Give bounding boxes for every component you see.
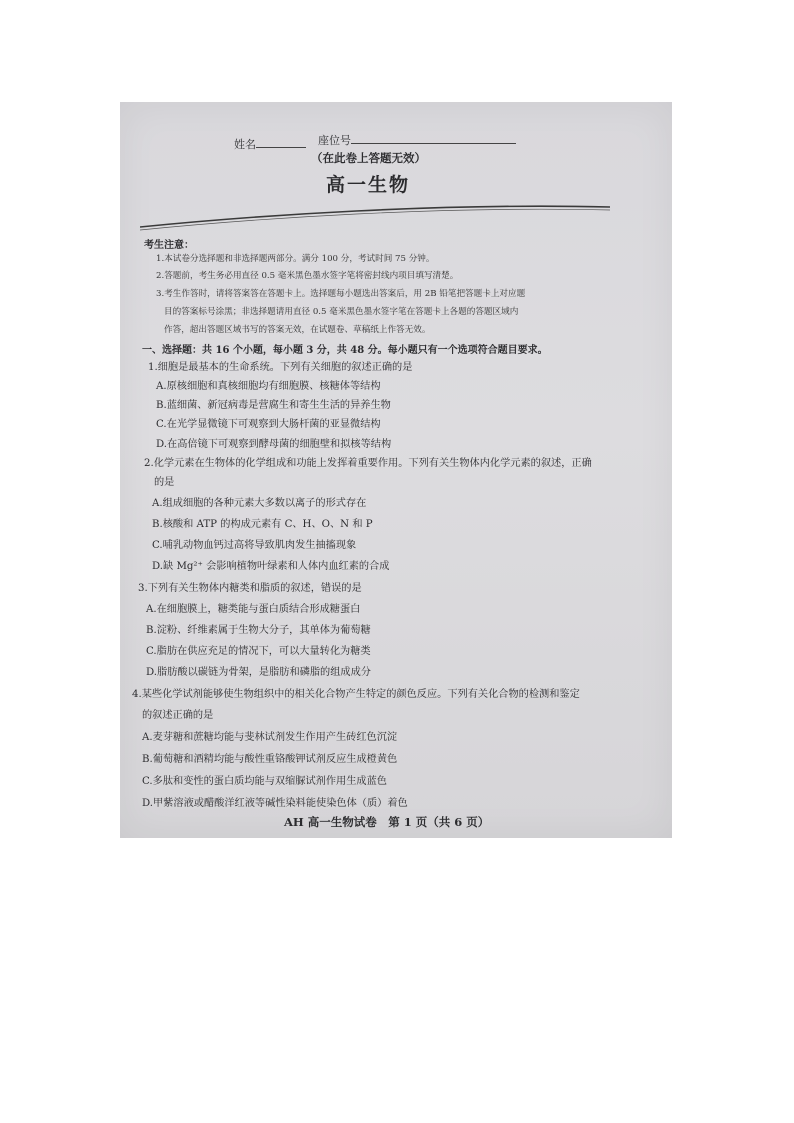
option-d: D.脂肪酸以碳链为骨架，是脂肪和磷脂的组成成分 <box>146 667 371 678</box>
option-c: C.脂肪在供应充足的情况下，可以大量转化为糖类 <box>146 646 371 657</box>
option-d: D.在高倍镜下可观察到酵母菌的细胞壁和拟核等结构 <box>156 439 392 450</box>
instructions-heading: 考生注意： <box>144 240 194 251</box>
title-rule <box>140 197 610 237</box>
instruction-line: 目的答案标号涂黑；非选择题请用直径 0.5 毫米黑色墨水签字笔在答题卡上各题的答题区域内 <box>164 307 519 317</box>
seat-underline <box>351 133 516 144</box>
instruction-line: 1.本试卷分选择题和非选择题两部分。满分 100 分，考试时间 75 分钟。 <box>156 254 435 264</box>
question-stem-cont: 的叙述正确的是 <box>142 710 214 721</box>
instruction-line: 作答，超出答题区域书写的答案无效，在试题卷、草稿纸上作答无效。 <box>164 325 431 335</box>
question-stem-cont: 的是 <box>154 477 175 488</box>
page-footer: AH 高一生物试卷 第 1 页（共 6 页） <box>284 815 490 829</box>
exam-title: 高一生物 <box>326 174 411 196</box>
option-a: A.组成细胞的各种元素大多数以离子的形式存在 <box>152 498 367 509</box>
option-d: D.甲紫溶液或醋酸洋红液等碱性染料能使染色体（质）着色 <box>142 798 408 809</box>
option-c: C.哺乳动物血钙过高将导致肌肉发生抽搐现象 <box>152 540 357 551</box>
exam-paper-photo <box>120 102 672 838</box>
option-b: B.葡萄糖和酒精均能与酸性重铬酸钾试剂反应生成橙黄色 <box>142 754 398 765</box>
option-b: B.蓝细菌、新冠病毒是营腐生和寄生生活的异养生物 <box>156 400 391 411</box>
seat-field <box>318 132 516 148</box>
instruction-line: 3.考生作答时，请将答案答在答题卡上。选择题每小题选出答案后，用 2B 铅笔把答题卡上对应题 <box>156 289 526 299</box>
name-label: 姓名 <box>234 138 256 151</box>
option-c: C.多肽和变性的蛋白质均能与双缩脲试剂作用生成蓝色 <box>142 776 387 787</box>
option-a: A.麦芽糖和蔗糖均能与斐林试剂发生作用产生砖红色沉淀 <box>142 732 398 743</box>
name-field <box>234 136 306 152</box>
question-stem: 4.某些化学试剂能够使生物组织中的相关化合物产生特定的颜色反应。下列有关化合物的检测和鉴定 <box>132 689 580 700</box>
option-b: B.淀粉、纤维素属于生物大分子，其单体为葡萄糖 <box>146 625 371 636</box>
option-a: A.在细胞膜上，糖类能与蛋白质结合形成糖蛋白 <box>146 604 361 615</box>
section-heading: 一、选择题：共 16 个小题，每小题 3 分，共 48 分。每小题只有一个选项符合题目要求。 <box>142 345 548 356</box>
seat-label: 座位号 <box>318 134 351 147</box>
option-c: C.在光学显微镜下可观察到大肠杆菌的亚显微结构 <box>156 419 381 430</box>
option-b: B.核酸和 ATP 的构成元素有 C、H、O、N 和 P <box>152 519 373 530</box>
no-answer-notice: （在此卷上答题无效） <box>311 151 426 165</box>
option-d: D.缺 Mg²⁺ 会影响植物叶绿素和人体内血红素的合成 <box>152 561 390 572</box>
question-stem: 2.化学元素在生物体的化学组成和功能上发挥着重要作用。下列有关生物体内化学元素的叙述，正确 <box>144 458 592 469</box>
question-stem: 1.细胞是最基本的生命系统。下列有关细胞的叙述正确的是 <box>148 362 413 373</box>
question-stem: 3.下列有关生物体内糖类和脂质的叙述，错误的是 <box>138 583 362 594</box>
instruction-line: 2.答题前，考生务必用直径 0.5 毫米黑色墨水签字笔将密封线内项目填写清楚。 <box>156 271 459 281</box>
name-underline <box>256 137 306 148</box>
option-a: A.原核细胞和真核细胞均有细胞膜、核糖体等结构 <box>156 381 381 392</box>
